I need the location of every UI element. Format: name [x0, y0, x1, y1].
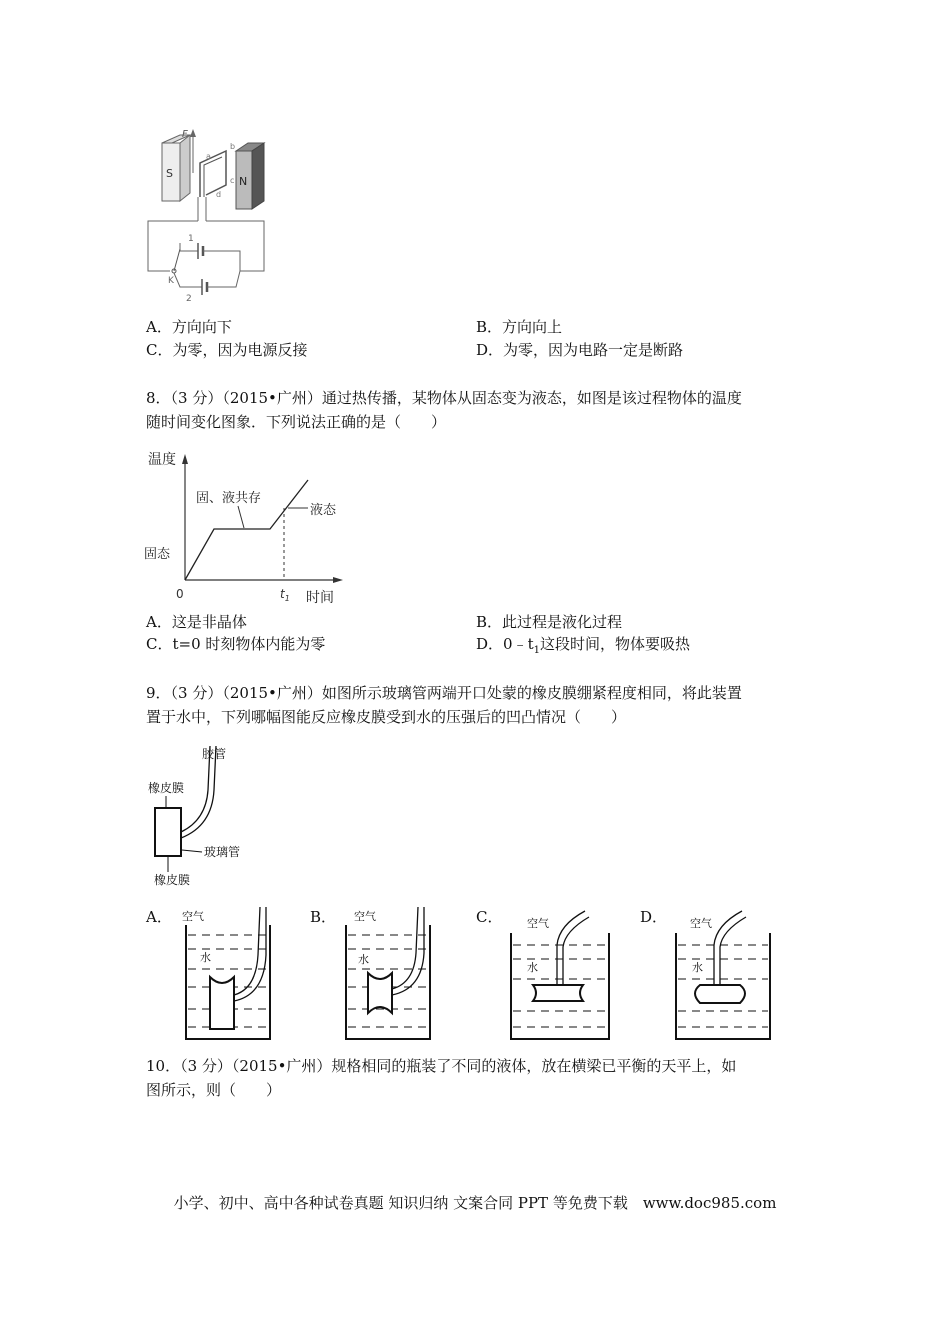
coil-label-c: c — [230, 176, 235, 185]
q9-option-c[interactable]: C． — [476, 908, 503, 926]
q9-option-d[interactable]: D． — [640, 908, 668, 926]
water-label: 水 — [527, 961, 538, 974]
q9-option-b-beaker — [340, 905, 440, 1043]
q8-option-d-subscript: 1 — [533, 645, 540, 656]
q8-option-d-prefix: D．0﹣t — [476, 635, 534, 653]
coil-label-a: a — [206, 152, 211, 161]
q7-option-c[interactable]: C．为零，因为电源反接 — [146, 341, 308, 359]
air-label: 空气 — [527, 917, 549, 930]
q8-option-d-text: 这段时间，物体要吸热 — [539, 635, 690, 653]
bottom-membrane-label: 橡皮膜 — [154, 873, 191, 887]
n-pole-label: N — [239, 175, 248, 188]
q8-stem-line-1: 8．（3 分）（2015•广州）通过热传播，某物体从固态变为液态，如图是该过程物体的温度 — [146, 389, 742, 407]
q9-option-a[interactable]: A． — [146, 908, 172, 926]
q8-temperature-time-chart — [140, 440, 350, 610]
q8-stem-line-2: 随时间变化图象．下列说法正确的是（ ） — [146, 413, 447, 431]
page-footer: 小学、初中、高中各种试卷真题 知识归纳 文案合同 PPT 等免费下载 www.doc985.com — [173, 1194, 777, 1212]
q10-stem — [146, 1054, 816, 1102]
q8-option-a[interactable]: A．这是非晶体 — [146, 613, 247, 631]
q9-stem-line-1: 9．（3 分）（2015•广州）如图所示玻璃管两端开口处蒙的橡皮膜绷紧程度相同，将此装置 — [146, 684, 742, 702]
q7-option-d[interactable]: D．为零，因为电路一定是断路 — [476, 341, 684, 359]
battery-2-label: 2 — [186, 294, 192, 304]
glass-tube — [155, 808, 181, 856]
air-label: 空气 — [690, 917, 712, 930]
water-label: 水 — [358, 953, 369, 966]
q9-stem-line-2: 置于水中，下列哪幅图能反应橡皮膜受到水的压强后的凹凸情况（ ） — [146, 708, 627, 726]
q9-stem — [146, 681, 816, 729]
origin-label: 0 — [176, 587, 184, 601]
air-label: 空气 — [182, 910, 204, 923]
water-label: 水 — [692, 961, 703, 974]
air-label: 空气 — [354, 910, 376, 923]
q9-option-b[interactable]: B． — [310, 908, 337, 926]
q8-stem — [146, 386, 816, 434]
switch-label: K — [168, 276, 174, 286]
q8-option-d[interactable] — [476, 633, 690, 656]
q10-stem-line-1: 10．（3 分）（2015•广州）规格相同的瓶装了不同的液体，放在横梁已平衡的天平上，如 — [146, 1057, 737, 1075]
x-axis-label: 时间 — [306, 590, 334, 606]
glass-tube-label: 玻璃管 — [204, 845, 241, 859]
q7-figure — [140, 125, 275, 305]
liquid-state-label: 液态 — [310, 503, 337, 518]
water-label: 水 — [200, 951, 211, 964]
q7-option-b[interactable]: B．方向向上 — [476, 318, 563, 336]
s-pole-label: S — [166, 167, 173, 180]
q7-option-a[interactable]: A．方向向下 — [146, 318, 232, 336]
q9-option-a-beaker — [180, 905, 280, 1043]
q8-option-c[interactable]: C．t=0 时刻物体内能为零 — [146, 635, 326, 653]
q9-option-c-beaker — [505, 905, 620, 1043]
q9-option-d-beaker — [670, 905, 785, 1043]
coil-label-b: b — [230, 142, 236, 151]
q9-apparatus-figure — [140, 738, 270, 898]
q10-stem-line-2: 图所示，则（ ） — [146, 1081, 282, 1099]
q8-option-b[interactable]: B．此过程是液化过程 — [476, 613, 623, 631]
solid-liquid-label: 固、液共存 — [196, 491, 262, 506]
solid-state-label: 固态 — [144, 547, 171, 562]
battery-1-label: 1 — [188, 234, 194, 244]
y-axis-label: 温度 — [148, 452, 176, 468]
coil-label-d: d — [216, 190, 222, 199]
top-membrane-label: 橡皮膜 — [148, 781, 185, 795]
t1-label: $t_1$ — [280, 587, 290, 603]
force-label: F — [182, 129, 188, 140]
hose-label: 胶管 — [202, 747, 227, 761]
